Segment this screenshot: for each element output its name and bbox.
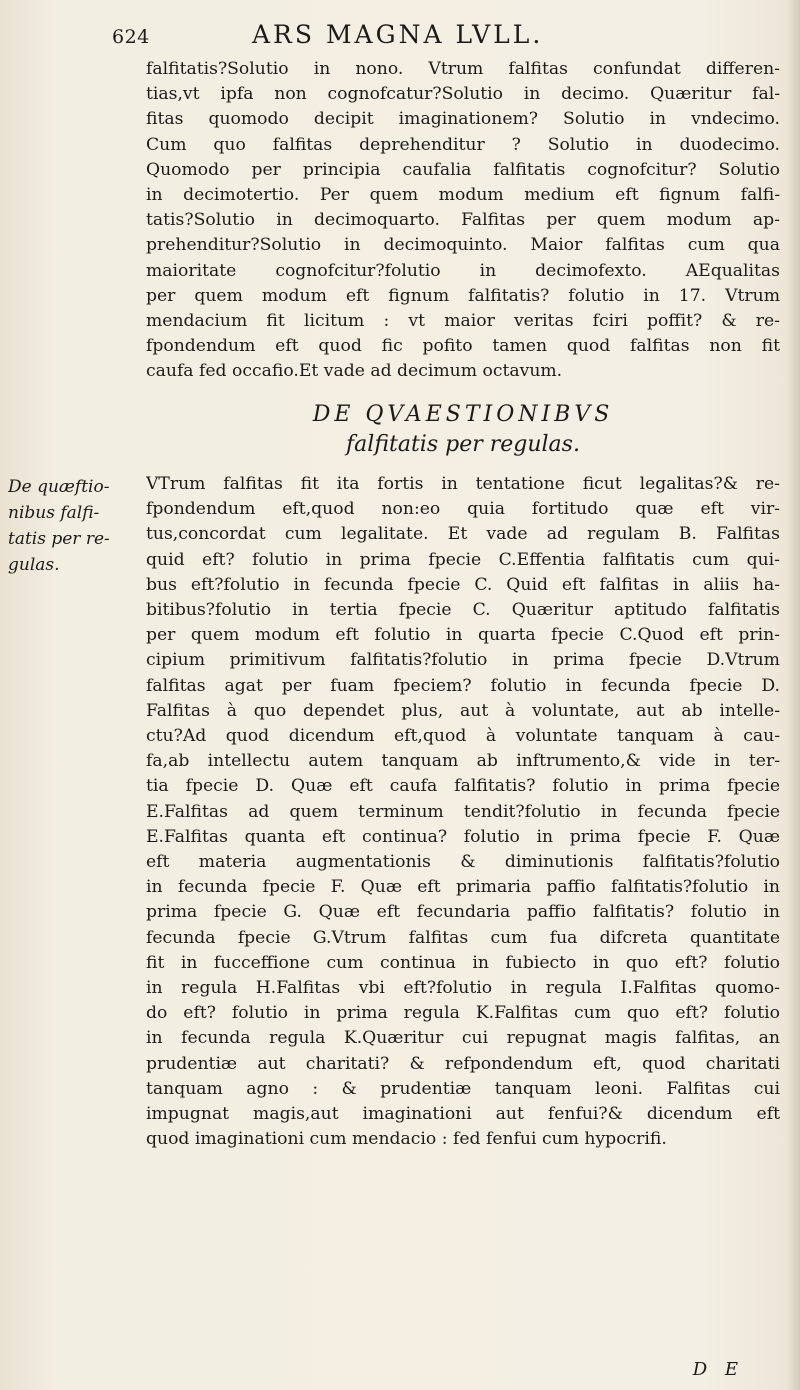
text-line: VTrum falfitas fit ita fortis in tentatione ficut legalitas?& re- [146, 474, 780, 494]
text-line: prima fpecie G. Quæ eft fecundaria paffio falfitatis? folutio in [146, 902, 780, 923]
text-line: fpondendum eft quod fic pofito tamen quod falfitas non fit [146, 336, 780, 357]
top-paragraph [146, 57, 780, 385]
text-line: Quomodo per principia caufalia falfitatis cognofcitur? Solutio [146, 159, 780, 180]
text-line: quod imaginationi cum mendacio : fed fenfui cum hypocrifi. [146, 1129, 667, 1150]
section-heading-title: DE QVAESTIONIBVS [312, 402, 614, 427]
text-line: fa,ab intellectu autem tanquam ab inftrumento,& vide in ter- [146, 751, 780, 772]
text-line: quid eft? folutio in prima fpecie C.Effentia falfitatis cum qui- [146, 549, 780, 570]
text-line: in fecunda fpecie F. Quæ eft primaria paffio falfitatis?folutio in [146, 877, 780, 898]
text-line: in regula H.Falfitas vbi eft?folutio in regula I.Falfitas quomo- [146, 978, 780, 999]
catchword: D E [692, 1359, 744, 1380]
text-line: prehenditur?Solutio in decimoquinto. Maior falfitas cum qua [146, 235, 780, 256]
margin-note-line: gulas. [8, 555, 60, 575]
text-line: tanquam agno : & prudentiæ tanquam leoni. Falfitas cui [146, 1078, 780, 1099]
text-line: bus eft?folutio in fecunda fpecie C. Quid eft falfitas in aliis ha- [146, 574, 780, 595]
text-line: bitibus?folutio in tertia fpecie C. Quæritur aptitudo falfitatis [146, 600, 780, 621]
main-paragraph [146, 472, 780, 1152]
text-line: do eft? folutio in prima regula K.Falfitas cum quo eft? folutio [146, 1003, 780, 1024]
text-line: per quem modum eft folutio in quarta fpecie C.Quod eft prin- [146, 625, 780, 646]
text-line: cipium primitivum falfitatis?folutio in prima fpecie D.Vtrum [146, 650, 780, 671]
text-line: mendacium fit licitum : vt maior veritas fciri poffit? & re- [146, 311, 780, 332]
text-line: fit in fucceffione cum continua in fubiecto in quo eft? folutio [146, 952, 780, 973]
text-line: E.Falfitas ad quem terminum tendit?folutio in fecunda fpecie [146, 801, 780, 822]
text-line: in decimotertio. Per quem modum medium eft fignum falfi- [146, 185, 780, 206]
text-line: prudentiæ aut charitati? & refpondendum eft, quod charitati [146, 1053, 780, 1074]
margin-note-line: De quæftio- [8, 477, 110, 497]
text-line: fitas quomodo decipit imaginationem? Solutio in vndecimo. [146, 109, 780, 130]
text-line: fpondendum eft,quod non:eo quia fortitudo quæ eft vir- [146, 499, 780, 520]
page-number: 624 [112, 26, 150, 48]
text-line: tia fpecie D. Quæ eft caufa falfitatis? folutio in prima fpecie [146, 776, 780, 797]
text-line: tias,vt ipfa non cognofcatur?Solutio in decimo. Quæritur fal- [146, 84, 780, 105]
text-line: Falfitas à quo dependet plus, aut à voluntate, aut ab intelle- [146, 700, 780, 721]
section-heading-subtitle: falfitatis per regulas. [346, 432, 580, 457]
text-line: eft materia augmentationis & diminutionis falfitatis?folutio [146, 852, 780, 873]
margin-note [8, 474, 138, 578]
section-heading [146, 400, 780, 460]
text-line: tus,concordat cum legalitate. Et vade ad regulam B. Falfitas [146, 524, 780, 545]
text-line: E.Falfitas quanta eft continua? folutio in prima fpecie F. Quæ [146, 826, 780, 847]
margin-note-line: tatis per re- [8, 529, 110, 549]
text-line: in fecunda regula K.Quæritur cui repugnat magis falfitas, an [146, 1028, 780, 1049]
text-line: falfitatis?Solutio in nono. Vtrum falfitas confundat differen- [146, 59, 780, 79]
text-line: maioritate cognofcitur?folutio in decimofexto. AEqualitas [146, 260, 780, 281]
text-line: fecunda fpecie G.Vtrum falfitas cum fua difcreta quantitate [146, 927, 780, 948]
text-line: falfitas agat per fuam fpeciem? folutio in fecunda fpecie D. [146, 675, 780, 696]
page-edge-shadow [786, 0, 800, 1390]
text-line: tatis?Solutio in decimoquarto. Falfitas per quem modum ap- [146, 210, 780, 231]
page-header [112, 14, 712, 50]
text-line: impugnat magis,aut imaginationi aut fenfui?& dicendum eft [146, 1104, 780, 1125]
text-line: caufa fed occafio.Et vade ad decimum octavum. [146, 361, 563, 382]
margin-note-line: nibus falfi- [8, 503, 100, 523]
text-line: ctu?Ad quod dicendum eft,quod à voluntate tanquam à cau- [146, 726, 780, 747]
text-line: per quem modum eft fignum falfitatis? folutio in 17. Vtrum [146, 285, 780, 306]
running-title: ARS MAGNA LVLL. [252, 20, 544, 49]
text-line: Cum quo falfitas deprehenditur ? Solutio in duodecimo. [146, 134, 780, 155]
